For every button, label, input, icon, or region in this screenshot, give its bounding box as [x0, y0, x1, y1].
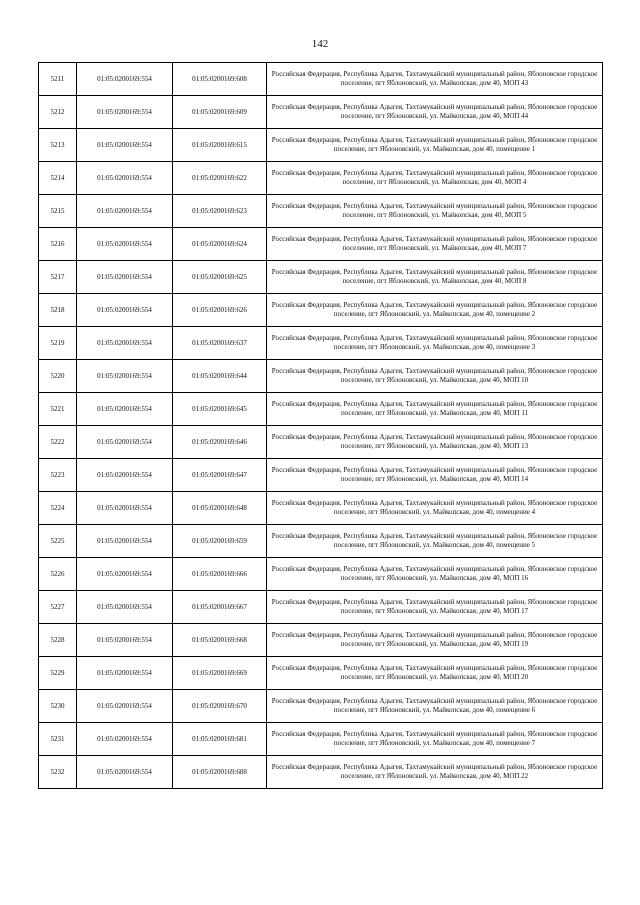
cadastral-number: 01:05:0200169:666: [173, 558, 267, 591]
cadastral-number: 01:05:0200169:615: [173, 129, 267, 162]
address: Российская Федерация, Республика Адыгея, Тахтамукайский муниципальный район, Яблоновское городское поселение, пгт Яблоновский, ул. Майкопская, дом 40, МОП 22: [267, 756, 603, 789]
parent-cadastral-number: 01:05:0200169:554: [77, 657, 173, 690]
row-number: 5224: [39, 492, 77, 525]
cadastral-number: 01:05:0200169:659: [173, 525, 267, 558]
parent-cadastral-number: 01:05:0200169:554: [77, 393, 173, 426]
address: Российская Федерация, Республика Адыгея, Тахтамукайский муниципальный район, Яблоновское городское поселение, пгт Яблоновский, ул. Майкопская, дом 40, МОП 7: [267, 228, 603, 261]
address: Российская Федерация, Республика Адыгея, Тахтамукайский муниципальный район, Яблоновское городское поселение, пгт Яблоновский, ул. Майкопская, дом 40, МОП 11: [267, 393, 603, 426]
parent-cadastral-number: 01:05:0200169:554: [77, 360, 173, 393]
address: Российская Федерация, Республика Адыгея, Тахтамукайский муниципальный район, Яблоновское городское поселение, пгт Яблоновский, ул. Майкопская, дом 40, МОП 14: [267, 459, 603, 492]
parent-cadastral-number: 01:05:0200169:554: [77, 525, 173, 558]
address: Российская Федерация, Республика Адыгея, Тахтамукайский муниципальный район, Яблоновское городское поселение, пгт Яблоновский, ул. Майкопская, дом 40, МОП 13: [267, 426, 603, 459]
address: Российская Федерация, Республика Адыгея, Тахтамукайский муниципальный район, Яблоновское городское поселение, пгт Яблоновский, ул. Майкопская, дом 40, МОП 19: [267, 624, 603, 657]
table-row: [39, 261, 603, 294]
cadastral-number: 01:05:0200169:681: [173, 723, 267, 756]
table-row: [39, 591, 603, 624]
cadastral-number: 01:05:0200169:624: [173, 228, 267, 261]
cadastral-number: 01:05:0200169:646: [173, 426, 267, 459]
row-number: 5225: [39, 525, 77, 558]
address: Российская Федерация, Республика Адыгея, Тахтамукайский муниципальный район, Яблоновское городское поселение, пгт Яблоновский, ул. Майкопская, дом 40, помещение 5: [267, 525, 603, 558]
row-number: 5212: [39, 96, 77, 129]
address: Российская Федерация, Республика Адыгея, Тахтамукайский муниципальный район, Яблоновское городское поселение, пгт Яблоновский, ул. Майкопская, дом 40, МОП 10: [267, 360, 603, 393]
registry-table-body: [39, 63, 603, 789]
cadastral-number: 01:05:0200169:668: [173, 624, 267, 657]
parent-cadastral-number: 01:05:0200169:554: [77, 162, 173, 195]
parent-cadastral-number: 01:05:0200169:554: [77, 624, 173, 657]
table-row: [39, 492, 603, 525]
parent-cadastral-number: 01:05:0200169:554: [77, 294, 173, 327]
cadastral-number: 01:05:0200169:688: [173, 756, 267, 789]
cadastral-number: 01:05:0200169:669: [173, 657, 267, 690]
table-row: [39, 624, 603, 657]
row-number: 5222: [39, 426, 77, 459]
cadastral-number: 01:05:0200169:670: [173, 690, 267, 723]
cadastral-number: 01:05:0200169:645: [173, 393, 267, 426]
table-row: [39, 690, 603, 723]
parent-cadastral-number: 01:05:0200169:554: [77, 129, 173, 162]
page-number: 142: [311, 38, 329, 50]
parent-cadastral-number: 01:05:0200169:554: [77, 558, 173, 591]
address: Российская Федерация, Республика Адыгея, Тахтамукайский муниципальный район, Яблоновское городское поселение, пгт Яблоновский, ул. Майкопская, дом 40, МОП 44: [267, 96, 603, 129]
row-number: 5230: [39, 690, 77, 723]
address: Российская Федерация, Республика Адыгея, Тахтамукайский муниципальный район, Яблоновское городское поселение, пгт Яблоновский, ул. Майкопская, дом 40, помещение 2: [267, 294, 603, 327]
row-number: 5216: [39, 228, 77, 261]
cadastral-number: 01:05:0200169:625: [173, 261, 267, 294]
address: Российская Федерация, Республика Адыгея, Тахтамукайский муниципальный район, Яблоновское городское поселение, пгт Яблоновский, ул. Майкопская, дом 40, МОП 8: [267, 261, 603, 294]
table-row: [39, 63, 603, 96]
row-number: 5214: [39, 162, 77, 195]
row-number: 5215: [39, 195, 77, 228]
table-row: [39, 657, 603, 690]
address: Российская Федерация, Республика Адыгея, Тахтамукайский муниципальный район, Яблоновское городское поселение, пгт Яблоновский, ул. Майкопская, дом 40, МОП 17: [267, 591, 603, 624]
cadastral-number: 01:05:0200169:609: [173, 96, 267, 129]
parent-cadastral-number: 01:05:0200169:554: [77, 327, 173, 360]
cadastral-number: 01:05:0200169:626: [173, 294, 267, 327]
parent-cadastral-number: 01:05:0200169:554: [77, 723, 173, 756]
parent-cadastral-number: 01:05:0200169:554: [77, 492, 173, 525]
table-row: [39, 756, 603, 789]
table-row: [39, 195, 603, 228]
row-number: 5223: [39, 459, 77, 492]
table-row: [39, 162, 603, 195]
table-row: [39, 723, 603, 756]
parent-cadastral-number: 01:05:0200169:554: [77, 756, 173, 789]
address: Российская Федерация, Республика Адыгея, Тахтамукайский муниципальный район, Яблоновское городское поселение, пгт Яблоновский, ул. Майкопская, дом 40, помещение 7: [267, 723, 603, 756]
table-row: [39, 525, 603, 558]
address: Российская Федерация, Республика Адыгея, Тахтамукайский муниципальный район, Яблоновское городское поселение, пгт Яблоновский, ул. Майкопская, дом 40, МОП 4: [267, 162, 603, 195]
row-number: 5221: [39, 393, 77, 426]
cadastral-number: 01:05:0200169:648: [173, 492, 267, 525]
table-row: [39, 327, 603, 360]
parent-cadastral-number: 01:05:0200169:554: [77, 690, 173, 723]
cadastral-number: 01:05:0200169:644: [173, 360, 267, 393]
row-number: 5228: [39, 624, 77, 657]
cadastral-number: 01:05:0200169:623: [173, 195, 267, 228]
table-row: [39, 459, 603, 492]
row-number: 5231: [39, 723, 77, 756]
cadastral-number: 01:05:0200169:622: [173, 162, 267, 195]
parent-cadastral-number: 01:05:0200169:554: [77, 261, 173, 294]
row-number: 5218: [39, 294, 77, 327]
table-row: [39, 393, 603, 426]
cadastral-number: 01:05:0200169:647: [173, 459, 267, 492]
cadastral-number: 01:05:0200169:608: [173, 63, 267, 96]
parent-cadastral-number: 01:05:0200169:554: [77, 195, 173, 228]
parent-cadastral-number: 01:05:0200169:554: [77, 228, 173, 261]
row-number: 5226: [39, 558, 77, 591]
address: Российская Федерация, Республика Адыгея, Тахтамукайский муниципальный район, Яблоновское городское поселение, пгт Яблоновский, ул. Майкопская, дом 40, МОП 20: [267, 657, 603, 690]
parent-cadastral-number: 01:05:0200169:554: [77, 459, 173, 492]
row-number: 5213: [39, 129, 77, 162]
address: Российская Федерация, Республика Адыгея, Тахтамукайский муниципальный район, Яблоновское городское поселение, пгт Яблоновский, ул. Майкопская, дом 40, помещение 3: [267, 327, 603, 360]
cadastral-number: 01:05:0200169:637: [173, 327, 267, 360]
row-number: 5220: [39, 360, 77, 393]
row-number: 5232: [39, 756, 77, 789]
table-row: [39, 96, 603, 129]
table-row: [39, 426, 603, 459]
cadastral-number: 01:05:0200169:667: [173, 591, 267, 624]
table-row: [39, 129, 603, 162]
table-row: [39, 558, 603, 591]
row-number: 5219: [39, 327, 77, 360]
parent-cadastral-number: 01:05:0200169:554: [77, 426, 173, 459]
row-number: 5217: [39, 261, 77, 294]
row-number: 5229: [39, 657, 77, 690]
row-number: 5211: [39, 63, 77, 96]
address: Российская Федерация, Республика Адыгея, Тахтамукайский муниципальный район, Яблоновское городское поселение, пгт Яблоновский, ул. Майкопская, дом 40, помещение 1: [267, 129, 603, 162]
address: Российская Федерация, Республика Адыгея, Тахтамукайский муниципальный район, Яблоновское городское поселение, пгт Яблоновский, ул. Майкопская, дом 40, МОП 5: [267, 195, 603, 228]
row-number: 5227: [39, 591, 77, 624]
parent-cadastral-number: 01:05:0200169:554: [77, 96, 173, 129]
table-row: [39, 294, 603, 327]
address: Российская Федерация, Республика Адыгея, Тахтамукайский муниципальный район, Яблоновское городское поселение, пгт Яблоновский, ул. Майкопская, дом 40, помещение 4: [267, 492, 603, 525]
table-row: [39, 360, 603, 393]
parent-cadastral-number: 01:05:0200169:554: [77, 63, 173, 96]
address: Российская Федерация, Республика Адыгея, Тахтамукайский муниципальный район, Яблоновское городское поселение, пгт Яблоновский, ул. Майкопская, дом 40, МОП 16: [267, 558, 603, 591]
address: Российская Федерация, Республика Адыгея, Тахтамукайский муниципальный район, Яблоновское городское поселение, пгт Яблоновский, ул. Майкопская, дом 40, помещение 6: [267, 690, 603, 723]
parent-cadastral-number: 01:05:0200169:554: [77, 591, 173, 624]
address: Российская Федерация, Республика Адыгея, Тахтамукайский муниципальный район, Яблоновское городское поселение, пгт Яблоновский, ул. Майкопская, дом 40, МОП 43: [267, 63, 603, 96]
registry-table: [38, 62, 603, 789]
table-row: [39, 228, 603, 261]
